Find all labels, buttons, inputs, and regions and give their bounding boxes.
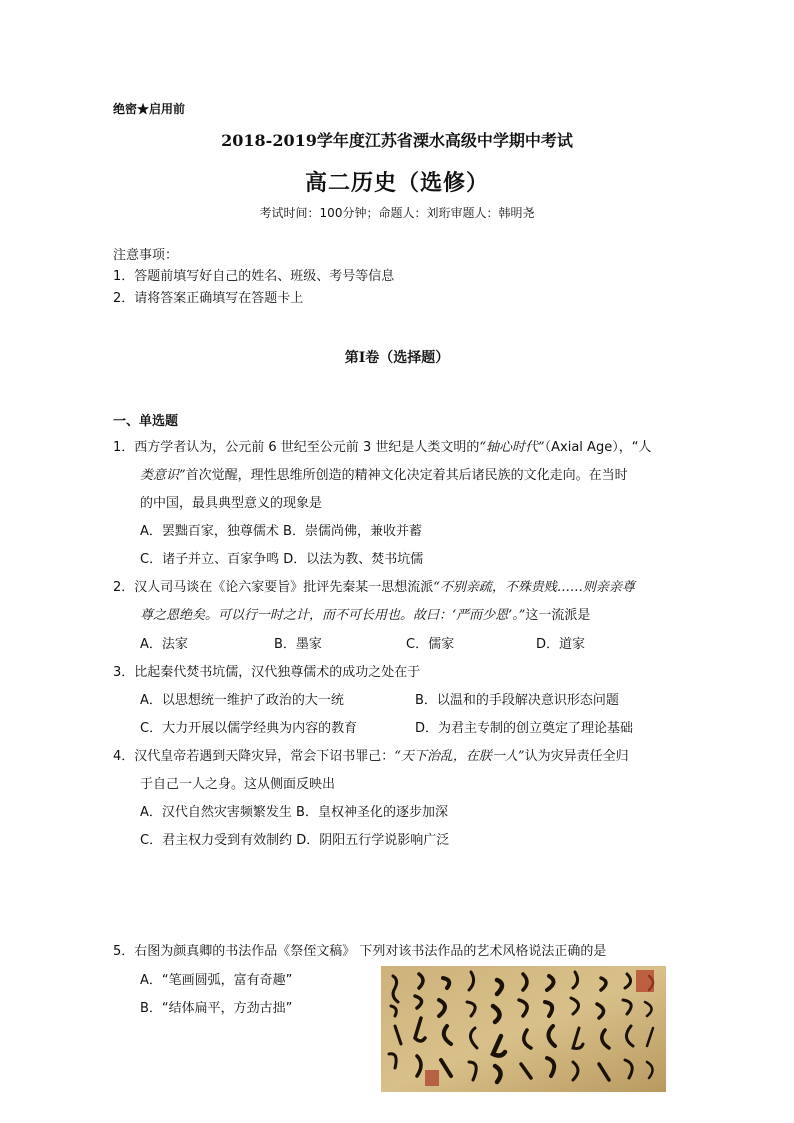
section-title: 一、单选题 <box>113 414 179 429</box>
note-item: 2．请将答案正确填写在答题卡上 <box>113 291 304 306</box>
question-2-line: 2．汉人司马谈在《论六家要旨》批评先秦某一思想流派“不别亲疏，不殊贵贱……则亲亲尊 <box>113 580 635 595</box>
option: C．儒家 <box>406 637 455 652</box>
calligraphy-image <box>381 966 666 1092</box>
option: A．“笔画圆弧，富有奇趣” <box>140 973 293 988</box>
exam-title: 2018-2019学年度江苏省溧水高级中学期中考试 <box>221 131 573 150</box>
question-4-line: 4．汉代皇帝若遇到天降灾异，常会下诏书罪己：“天下治乱，在朕一人”认为灾异责任全归 <box>113 749 629 764</box>
question-1-line: 的中国，最具典型意义的现象是 <box>140 496 323 511</box>
option: C．君主权力受到有效制约 D．阴阳五行学说影响广泛 <box>140 833 450 848</box>
notes-heading: 注意事项： <box>113 248 179 263</box>
question-5-line: 5．右图为颜真卿的书法作品《祭侄文稿》 下列对该书法作品的艺术风格说法正确的是 <box>113 944 607 959</box>
subject-title: 高二历史（选修） <box>304 170 489 196</box>
exam-meta: 考试时间：100分钟；命题人：刘珩审题人：韩明尧 <box>259 206 535 220</box>
option: A．罢黜百家，独尊儒术 B．崇儒尚佛，兼收并蓄 <box>140 524 422 539</box>
option: A．以思想统一维护了政治的大一统 <box>140 693 344 708</box>
question-2-line: 尊之恩绝矣。可以行一时之计，而不可长用也。故曰：‘严而少恩’。”这一流派是 <box>140 608 591 623</box>
option: D．道家 <box>536 637 586 652</box>
question-3-line: 3．比起秦代焚书坑儒，汉代独尊儒术的成功之处在于 <box>113 665 421 680</box>
volume-title: 第I卷（选择题） <box>344 350 450 366</box>
option: B．“结体扁平，方劲古拙” <box>140 1001 293 1016</box>
confidential-label: 绝密★启用前 <box>113 102 186 116</box>
option: C．诸子并立、百家争鸣 D．以法为教、焚书坑儒 <box>140 552 424 567</box>
option: B．墨家 <box>274 637 322 652</box>
question-4-line: 于自己一人之身。这从侧面反映出 <box>140 777 336 792</box>
option: C．大力开展以儒学经典为内容的教育 <box>140 721 358 736</box>
option: A．法家 <box>140 637 188 652</box>
option: B．以温和的手段解决意识形态问题 <box>415 693 619 708</box>
note-item: 1．答题前填写好自己的姓名、班级、考号等信息 <box>113 269 395 284</box>
option: D．为君主专制的创立奠定了理论基础 <box>415 721 634 736</box>
question-1-line: 类意识”首次觉醒，理性思维所创造的精神文化决定着其后诸民族的文化走向。在当时 <box>140 468 628 483</box>
option: A．汉代自然灾害频繁发生 B．皇权神圣化的逐步加深 <box>140 805 448 820</box>
question-1-line: 1．西方学者认为，公元前 6 世纪至公元前 3 世纪是人类文明的“轴心时代”（Axial Age），“人 <box>113 440 652 455</box>
